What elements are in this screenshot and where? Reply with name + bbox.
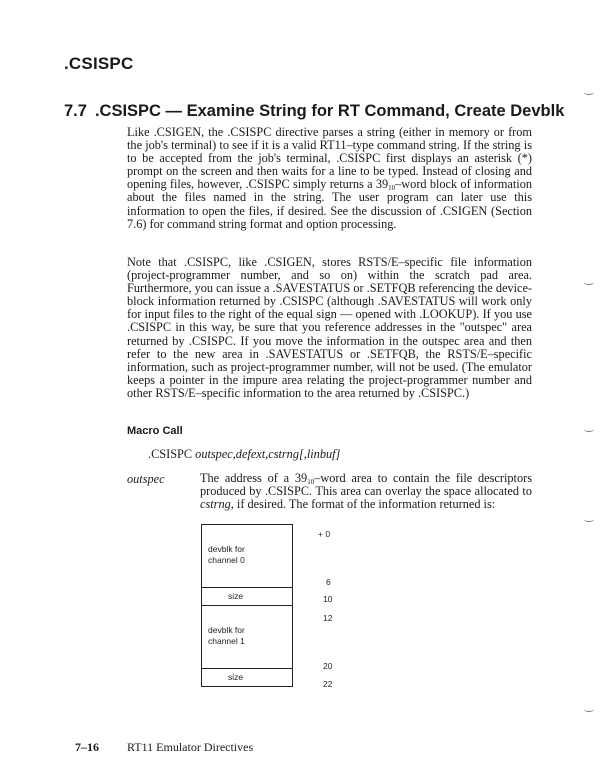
- margin-mark: [584, 707, 594, 712]
- section-number: 7.7: [64, 102, 87, 120]
- cell-label: devblk for: [208, 544, 245, 554]
- offset-label: 22: [323, 679, 333, 689]
- macro-call-heading: Macro Call: [127, 425, 183, 437]
- chapter-title: RT11 Emulator Directives: [127, 740, 254, 754]
- margin-mark: [584, 427, 594, 432]
- offset-label: 10: [323, 594, 333, 604]
- param-text: The address of a 39: [200, 471, 308, 485]
- paragraph-note: Note that .CSISPC, like .CSIGEN, stores RSTS/E–specific file information (project-programmer number, and so on) within the scratch pad area. Furthermore, you can issue a .SAVESTATUS or .SETFQB referencing the device-block information returned by .CSISPC (although .SAVESTATUS will work only for input files to the right of the equal sign — opened with .LOOKUP). If you use .CSISPC in this way, be sure that you reference addresses in the "outspec" area returned by .CSISPC. If you move the information in the outspec area and then refer to the new area in .SAVESTATUS or .SETFQB, the RSTS/E–specific information, such as project-programmer number, will not be used. (The emulator keeps a pointer in the impure area relating the project-programmer number and other RSTS/E–specific information to the area returned by .CSISPC.): [127, 255, 532, 400]
- paragraph-intro: [127, 126, 532, 231]
- margin-mark: [584, 517, 594, 522]
- subscript: 10: [307, 478, 315, 486]
- diagram-cell-size-0: size: [202, 588, 292, 606]
- running-head: .CSISPC: [64, 54, 134, 73]
- parameter-term: outspec: [127, 472, 165, 486]
- paragraph-text: –word block of information about the files named in the string. The user program can later use this information to open the files, if desired. See the discussion of .CSIGEN (Section 7.6) for command string format and option processing.: [127, 177, 532, 231]
- paragraph-text: Like .CSIGEN, the .CSISPC directive parses a string (either in memory or from the job's terminal) to see if it is a valid RT11–type command string. If the string is to be accepted from the job's terminal, .CSISPC first displays an asterisk (*) prompt on the screen and then waits for a line to be typed. Instead of closing and opening files, however, .CSISPC simply returns a 39: [127, 125, 532, 192]
- parameter-description: [200, 472, 532, 511]
- cell-label: devblk for: [208, 625, 245, 635]
- diagram-cell-devblk-0: [202, 525, 292, 588]
- macro-args: outspec,defext,cstrng[,linbuf]: [195, 447, 341, 461]
- margin-mark: [584, 280, 594, 285]
- section-heading: .CSISPC — Examine String for RT Command, Create Devblk: [94, 102, 565, 120]
- offset-label: + 0: [318, 529, 331, 539]
- offset-label: 20: [323, 661, 333, 671]
- subscript: 10: [388, 184, 396, 193]
- offset-label: 6: [326, 577, 331, 587]
- offset-label: 12: [323, 613, 333, 623]
- cell-label: channel 0: [208, 554, 245, 565]
- outspec-layout-diagram: [201, 524, 293, 687]
- page-footer: [75, 740, 253, 755]
- macro-call-syntax: [148, 447, 340, 462]
- diagram-cell-devblk-1: [202, 606, 292, 669]
- diagram-cell-size-1: size: [202, 669, 292, 687]
- page-number: 7–16: [75, 740, 99, 754]
- margin-mark: [584, 90, 594, 95]
- section-title: [64, 102, 564, 121]
- param-italic: cstrng: [200, 497, 231, 512]
- param-text: , if desired. The format of the information returned is:: [230, 497, 496, 512]
- cell-label: channel 1: [208, 635, 245, 646]
- macro-directive: .CSISPC: [148, 447, 193, 461]
- param-text: –word area to contain the file descriptors produced by .CSISPC. This area can overlay the space allocated to: [200, 471, 532, 499]
